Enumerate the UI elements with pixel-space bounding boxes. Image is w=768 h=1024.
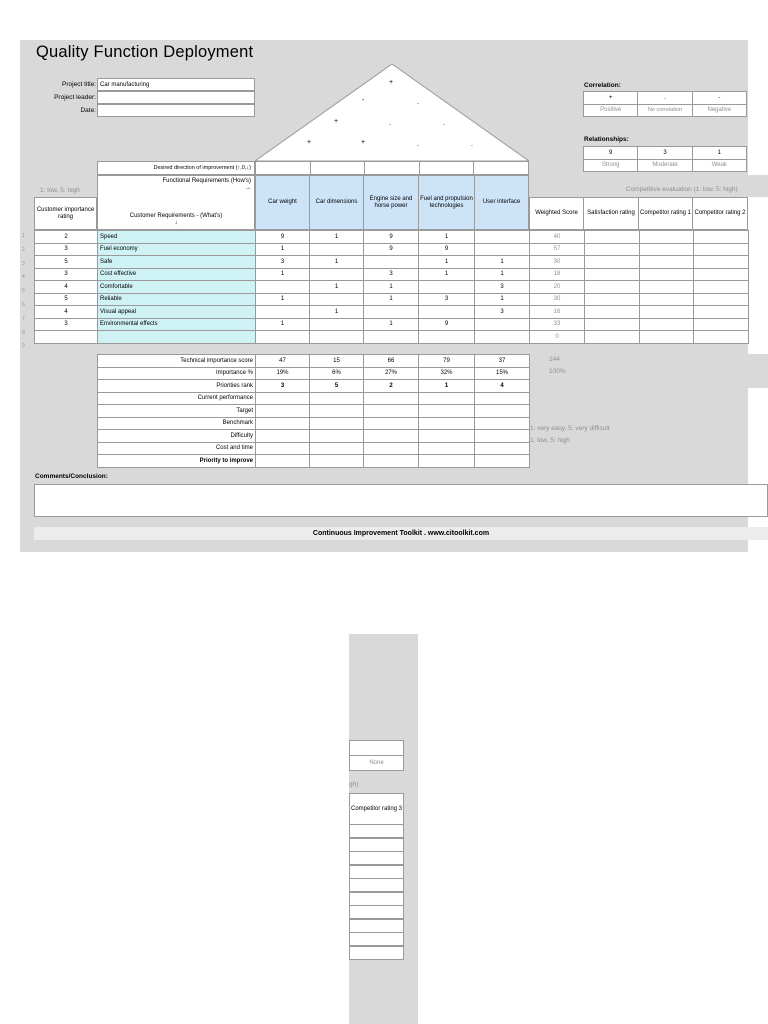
weighted-score-cell: 40 [530, 231, 585, 244]
technical-extra-label: 244 [549, 356, 560, 363]
weighted-score-cell: 16 [530, 306, 585, 319]
competitive-evaluation-label: Competitive evaluation (1: low, 5: high) [626, 186, 738, 193]
technical-value-cell[interactable] [310, 442, 364, 455]
technical-value-cell[interactable] [475, 405, 530, 418]
technical-value-cell[interactable] [310, 417, 364, 430]
technical-value-cell[interactable] [310, 455, 364, 468]
competitive-rating-cell[interactable] [640, 281, 694, 294]
competitive-rating-cell[interactable] [640, 231, 694, 244]
technical-table [97, 354, 530, 468]
relationship-cell[interactable]: 3 [475, 306, 530, 319]
technical-value-cell[interactable]: 27% [364, 367, 419, 380]
competitive-rating-cell[interactable] [694, 306, 749, 319]
positive-symbol: + [584, 92, 638, 105]
technical-value-cell[interactable]: 79 [419, 355, 475, 368]
relationship-cell[interactable] [310, 268, 364, 281]
technical-row [98, 442, 530, 455]
no-correlation-label: No correlation [638, 104, 692, 117]
table-row [35, 293, 749, 306]
table-row [35, 243, 749, 256]
relationship-cell[interactable] [419, 306, 475, 319]
relationship-cell[interactable] [310, 293, 364, 306]
relationship-cell[interactable]: 9 [256, 231, 310, 244]
competitor-3-cell[interactable] [349, 878, 404, 892]
table-row [35, 331, 749, 344]
competitor-3-cell[interactable] [349, 824, 404, 838]
importance-cell[interactable]: 3 [35, 318, 98, 331]
technical-value-cell[interactable]: 15% [475, 367, 530, 380]
technical-extra-label: 1: low, 5: high [530, 436, 570, 444]
relationship-cell[interactable] [419, 331, 475, 344]
roof-mark: + [361, 139, 366, 146]
technical-value-cell[interactable] [364, 430, 419, 443]
row-number: 1 [22, 233, 25, 239]
date-label: Date: [80, 107, 96, 114]
date-field[interactable] [97, 104, 255, 117]
relationship-cell[interactable]: 1 [256, 268, 310, 281]
no-correlation-symbol: . [638, 92, 692, 105]
technical-value-cell[interactable]: 4 [475, 380, 530, 393]
technical-value-cell[interactable] [419, 455, 475, 468]
competitive-rating-cell[interactable] [585, 243, 640, 256]
roof-mark: . [389, 120, 391, 127]
competitive-rating-cell[interactable] [585, 306, 640, 319]
correlation-label: Correlation: [584, 82, 621, 89]
negative-symbol: - [692, 92, 746, 105]
competitive-rating-cell[interactable] [640, 256, 694, 269]
competitive-rating-cell[interactable] [585, 281, 640, 294]
competitor-3-cell[interactable] [349, 946, 404, 960]
technical-value-cell[interactable] [256, 405, 310, 418]
relationship-cell[interactable]: 1 [310, 306, 364, 319]
competitive-rating-cell[interactable] [694, 281, 749, 294]
relationship-cell[interactable]: 1 [310, 281, 364, 294]
competitive-rating-cell[interactable] [694, 293, 749, 306]
fr-header-car-dimensions: Car dimensions [309, 175, 364, 230]
negative-label: Negative [692, 104, 746, 117]
roof-mark: . [417, 141, 419, 148]
fr-header-engine-size: Engine size and horse power [363, 175, 419, 230]
competitive-rating-cell[interactable] [694, 256, 749, 269]
weak-label: Weak [692, 159, 746, 172]
importance-cell[interactable]: 4 [35, 281, 98, 294]
technical-value-cell[interactable] [475, 430, 530, 443]
technical-value-cell[interactable] [310, 405, 364, 418]
weighted-score-cell: 0 [530, 331, 585, 344]
competitive-rating-cell[interactable] [694, 243, 749, 256]
customer-requirement-cell[interactable]: Reliable [98, 293, 256, 306]
relationship-cell[interactable] [256, 331, 310, 344]
relationship-cell[interactable] [475, 331, 530, 344]
row-number: 7 [22, 315, 25, 322]
project-title-label: Project title: [62, 81, 96, 88]
relationship-cell[interactable]: 1 [310, 256, 364, 269]
competitive-rating-cell[interactable] [585, 231, 640, 244]
relationship-cell[interactable] [364, 256, 419, 269]
relationship-cell[interactable] [475, 243, 530, 256]
competitor-3-cell[interactable] [349, 905, 404, 919]
relationship-cell[interactable]: 1 [364, 318, 419, 331]
competitive-rating-cell[interactable] [640, 293, 694, 306]
competitor-3-cell[interactable] [349, 892, 404, 906]
technical-value-cell[interactable] [310, 430, 364, 443]
fr-header-fuel-propulsion: Fuel and propulsion technologies [418, 175, 475, 230]
competitive-rating-cell[interactable] [694, 318, 749, 331]
technical-row [98, 455, 530, 468]
technical-value-cell[interactable]: 5 [310, 380, 364, 393]
competitive-rating-cell[interactable] [585, 268, 640, 281]
project-leader-field[interactable] [97, 91, 255, 104]
importance-cell[interactable]: 5 [35, 256, 98, 269]
relationship-cell[interactable]: 1 [310, 231, 364, 244]
relationship-cell[interactable]: 1 [475, 256, 530, 269]
roof-mark: . [443, 120, 445, 127]
technical-value-cell[interactable] [475, 417, 530, 430]
none-label: None [349, 755, 404, 771]
row-number: 8 [22, 329, 25, 336]
row-number: 2 [22, 246, 25, 253]
technical-value-cell[interactable] [475, 442, 530, 455]
roof-mark: . [471, 141, 473, 148]
row-number: 4 [22, 274, 25, 281]
whats-arrow: ↓ [174, 220, 178, 226]
importance-header: Customer importance rating [34, 197, 97, 230]
weighted-score-cell: 30 [530, 293, 585, 306]
technical-value-cell[interactable] [419, 442, 475, 455]
technical-row-label: Priority to improve [98, 455, 256, 468]
importance-cell[interactable]: 5 [35, 293, 98, 306]
importance-cell[interactable]: 3 [35, 268, 98, 281]
customer-requirement-cell[interactable]: Cost effective [98, 268, 256, 281]
customer-requirement-cell[interactable]: Safe [98, 256, 256, 269]
direction-cell[interactable] [419, 162, 474, 175]
technical-row-label: Priorities rank [98, 380, 256, 393]
relationship-cell[interactable] [310, 243, 364, 256]
fr-header-user-interface: User interface [474, 175, 529, 230]
technical-row [98, 392, 530, 405]
relationship-cell[interactable] [475, 318, 530, 331]
technical-extra-label: 100% [549, 367, 566, 375]
weighted-score-cell: 57 [530, 243, 585, 256]
competitor-3-cell[interactable] [349, 919, 404, 933]
technical-value-cell[interactable]: 66 [364, 355, 419, 368]
technical-value-cell[interactable]: 19% [256, 367, 310, 380]
competitive-rating-cell[interactable] [694, 331, 749, 344]
whats-label: Customer Requirements - (What's) [129, 213, 223, 219]
relationship-cell[interactable] [419, 281, 475, 294]
weak-value: 1 [692, 147, 746, 160]
hows-arrow: → [245, 185, 251, 191]
technical-value-cell[interactable] [256, 392, 310, 405]
weighted-score-cell: 33 [530, 318, 585, 331]
relationship-cell[interactable]: 9 [419, 243, 475, 256]
project-title-field[interactable]: Car manufacturing [97, 78, 255, 91]
technical-value-cell[interactable]: 32% [419, 367, 475, 380]
technical-value-cell[interactable] [419, 430, 475, 443]
importance-cell[interactable] [35, 331, 98, 344]
strong-label: Strong [584, 159, 638, 172]
strong-value: 9 [584, 147, 638, 160]
technical-value-cell[interactable] [364, 442, 419, 455]
satisfaction-header: Satisfaction rating [583, 197, 639, 230]
roof-mark: - [362, 97, 365, 104]
fr-header-car-weight: Car weight [255, 175, 310, 230]
relationship-cell[interactable]: 9 [364, 243, 419, 256]
importance-cell[interactable]: 4 [35, 306, 98, 319]
competitive-rating-cell[interactable] [585, 318, 640, 331]
table-row [35, 268, 749, 281]
competitive-rating-cell[interactable] [640, 318, 694, 331]
relationship-cell[interactable] [310, 318, 364, 331]
relationship-cell[interactable]: 1 [419, 256, 475, 269]
technical-row [98, 380, 530, 393]
direction-cell[interactable] [474, 162, 529, 175]
technical-value-cell[interactable]: 1 [419, 380, 475, 393]
relationship-cell[interactable] [475, 231, 530, 244]
table-row [35, 318, 749, 331]
relationships-label: Relationships: [584, 136, 629, 143]
technical-value-cell[interactable] [310, 392, 364, 405]
technical-row-label: Technical importance score [98, 355, 256, 368]
technical-value-cell[interactable] [256, 455, 310, 468]
requirements-header [97, 175, 255, 230]
table-row [35, 281, 749, 294]
relationship-cell[interactable]: 3 [364, 268, 419, 281]
competitive-rating-cell[interactable] [694, 231, 749, 244]
competitive-rating-cell[interactable] [694, 268, 749, 281]
correlation-legend [583, 91, 747, 117]
relationship-cell[interactable]: 1 [364, 281, 419, 294]
comments-field[interactable] [34, 484, 768, 517]
weighted-score-cell: 20 [530, 281, 585, 294]
competitive-rating-cell[interactable] [585, 256, 640, 269]
positive-label: Positive [584, 104, 638, 117]
relationship-cell[interactable] [364, 331, 419, 344]
competitor-2-header: Competitor rating 2 [692, 197, 748, 230]
comments-label: Comments/Conclusion: [35, 473, 108, 480]
technical-value-cell[interactable] [364, 455, 419, 468]
technical-value-cell[interactable] [419, 417, 475, 430]
weighted-score-cell: 18 [530, 268, 585, 281]
relationship-cell[interactable]: 9 [364, 231, 419, 244]
direction-cell[interactable] [365, 162, 420, 175]
customer-requirement-cell[interactable]: Visual appeal [98, 306, 256, 319]
relationship-cell[interactable]: 1 [475, 293, 530, 306]
technical-value-cell[interactable] [364, 405, 419, 418]
technical-row [98, 367, 530, 380]
relationship-cell[interactable] [256, 306, 310, 319]
roof-mark: . [417, 99, 419, 106]
relationship-cell[interactable]: 1 [419, 231, 475, 244]
technical-row [98, 355, 530, 368]
technical-row [98, 430, 530, 443]
roof-mark: + [307, 139, 312, 146]
technical-value-cell[interactable] [256, 442, 310, 455]
technical-value-cell[interactable] [475, 392, 530, 405]
row-number: 3 [22, 260, 25, 267]
technical-value-cell[interactable]: 37 [475, 355, 530, 368]
relationship-cell[interactable]: 3 [256, 256, 310, 269]
technical-value-cell[interactable]: 3 [256, 380, 310, 393]
correlation-roof [255, 62, 529, 162]
technical-value-cell[interactable] [256, 417, 310, 430]
direction-row [255, 161, 529, 175]
competitor-3-header: Competitor rating 3 [349, 793, 404, 825]
relationship-cell[interactable]: 1 [256, 318, 310, 331]
importance-scale-label: 1: low, 5: high [40, 187, 80, 194]
technical-value-cell[interactable] [364, 417, 419, 430]
moderate-label: Moderate [638, 159, 692, 172]
row-number: 9 [22, 343, 25, 350]
competitive-rating-cell[interactable] [640, 331, 694, 344]
relationship-cell[interactable]: 1 [419, 268, 475, 281]
relationship-cell[interactable]: 3 [419, 293, 475, 306]
customer-requirement-cell[interactable]: Comfortable [98, 281, 256, 294]
relationship-cell[interactable]: 1 [475, 268, 530, 281]
sheet-extension [748, 354, 768, 388]
technical-extra-label: 1: very easy, 5: very difficult [530, 425, 610, 432]
technical-value-cell[interactable]: 2 [364, 380, 419, 393]
technical-value-cell[interactable] [256, 430, 310, 443]
direction-cell[interactable] [256, 162, 311, 175]
customer-requirement-cell[interactable]: Environmental effects [98, 318, 256, 331]
direction-label: Desired direction of improvement (↑,0,↓) [97, 161, 255, 175]
technical-row-label: Importance % [98, 367, 256, 380]
relationship-cell[interactable] [256, 281, 310, 294]
customer-requirement-cell[interactable]: Speed [98, 231, 256, 244]
relationship-cell[interactable]: 9 [419, 318, 475, 331]
roof-mark: + [389, 79, 394, 86]
row-number: 6 [22, 302, 25, 308]
weighted-score-cell: 30 [530, 256, 585, 269]
row-number: 5 [22, 288, 25, 295]
direction-cell[interactable] [310, 162, 365, 175]
table-row [35, 231, 749, 244]
importance-cell[interactable]: 2 [35, 231, 98, 244]
table-row [35, 306, 749, 319]
competitor-3-cell[interactable] [349, 932, 404, 946]
technical-row [98, 417, 530, 430]
customer-requirement-cell[interactable]: Fuel economy [98, 243, 256, 256]
weighted-score-header: Weighted Score [529, 197, 584, 230]
importance-cell[interactable]: 3 [35, 243, 98, 256]
hows-label: Functional Requirements (How's) [162, 178, 251, 184]
technical-value-cell[interactable]: 15 [310, 355, 364, 368]
customer-requirement-cell[interactable] [98, 331, 256, 344]
relationship-cell[interactable] [364, 306, 419, 319]
competitor-1-header: Competitor rating 1 [638, 197, 693, 230]
technical-value-cell[interactable] [364, 392, 419, 405]
relationship-cell[interactable]: 3 [475, 281, 530, 294]
relationship-cell[interactable]: 1 [364, 293, 419, 306]
competitor-3-cell[interactable] [349, 865, 404, 879]
qfd-matrix [34, 230, 749, 344]
technical-value-cell[interactable] [419, 405, 475, 418]
competitive-rating-cell[interactable] [640, 268, 694, 281]
competitive-rating-cell[interactable] [585, 331, 640, 344]
project-leader-label: Project leader: [54, 94, 96, 101]
scale-tail-label: gh) [349, 781, 359, 788]
relationship-cell[interactable]: 1 [256, 293, 310, 306]
competitive-rating-cell[interactable] [640, 306, 694, 319]
technical-row-label: Difficulty [98, 430, 256, 443]
roof-mark: + [334, 118, 339, 125]
technical-value-cell[interactable]: 47 [256, 355, 310, 368]
competitive-rating-cell[interactable] [585, 293, 640, 306]
technical-value-cell[interactable]: 6% [310, 367, 364, 380]
relationship-cell[interactable]: 1 [256, 243, 310, 256]
competitive-rating-cell[interactable] [640, 243, 694, 256]
technical-value-cell[interactable] [419, 392, 475, 405]
technical-row-label: Current performance [98, 392, 256, 405]
technical-row-label: Target [98, 405, 256, 418]
moderate-value: 3 [638, 147, 692, 160]
table-row [35, 256, 749, 269]
relationships-legend [583, 146, 747, 172]
competitor-3-cell[interactable] [349, 851, 404, 865]
page-title: Quality Function Deployment [36, 43, 254, 61]
technical-row-label: Benchmark [98, 417, 256, 430]
technical-row-label: Cost and time [98, 442, 256, 455]
relationship-cell[interactable] [310, 331, 364, 344]
sheet-extension [748, 175, 768, 197]
technical-value-cell[interactable] [475, 455, 530, 468]
competitor-3-cell[interactable] [349, 838, 404, 852]
footer: Continuous Improvement Toolkit . www.citoolkit.com [34, 527, 768, 540]
overflow-blank-cell [349, 740, 404, 756]
technical-row [98, 405, 530, 418]
